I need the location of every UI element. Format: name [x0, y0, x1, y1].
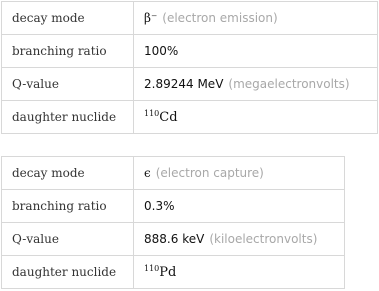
decay-mode-description: (electron capture): [155, 166, 264, 180]
branching-ratio-value: 100%: [134, 35, 378, 68]
row-label-q-value: Q-value: [2, 68, 134, 101]
element-symbol: Pd: [159, 264, 177, 280]
element-symbol: Cd: [159, 109, 178, 125]
decay-table-electron-capture: [1, 156, 345, 289]
mass-number: 110: [144, 108, 160, 118]
row-label-daughter-nuclide: daughter nuclide: [2, 256, 134, 289]
table-row: [2, 190, 345, 223]
table-row: [2, 68, 378, 101]
decay-table-beta-minus: [1, 1, 378, 134]
row-label-branching-ratio: branching ratio: [2, 35, 134, 68]
decay-mode-symbol: ϵ: [144, 166, 151, 180]
q-value-number: 888.6: [144, 232, 179, 246]
q-value-unit: MeV: [197, 77, 224, 91]
row-label-branching-ratio: branching ratio: [2, 190, 134, 223]
q-value: [134, 223, 345, 256]
q-value-unit: keV: [182, 232, 205, 246]
table-row: [2, 35, 378, 68]
row-label-daughter-nuclide: daughter nuclide: [2, 101, 134, 134]
decay-mode-value: [134, 2, 378, 35]
table-row: [2, 101, 378, 134]
decay-mode-description: (electron emission): [162, 11, 278, 25]
branching-ratio-value: 0.3%: [134, 190, 345, 223]
decay-mode-symbol: β⁻: [144, 11, 158, 25]
row-label-q-value: Q-value: [2, 223, 134, 256]
row-label-decay-mode: decay mode: [2, 157, 134, 190]
daughter-nuclide-value: [134, 101, 378, 134]
mass-number: 110: [144, 263, 160, 273]
daughter-nuclide-value: [134, 256, 345, 289]
q-value-unit-name: (kiloelectronvolts): [209, 232, 318, 246]
q-value: [134, 68, 378, 101]
table-row: [2, 157, 345, 190]
q-value-number: 2.89244: [144, 77, 194, 91]
table-row: [2, 256, 345, 289]
table-row: [2, 223, 345, 256]
table-row: [2, 2, 378, 35]
row-label-decay-mode: decay mode: [2, 2, 134, 35]
q-value-unit-name: (megaelectronvolts): [228, 77, 350, 91]
decay-mode-value: [134, 157, 345, 190]
